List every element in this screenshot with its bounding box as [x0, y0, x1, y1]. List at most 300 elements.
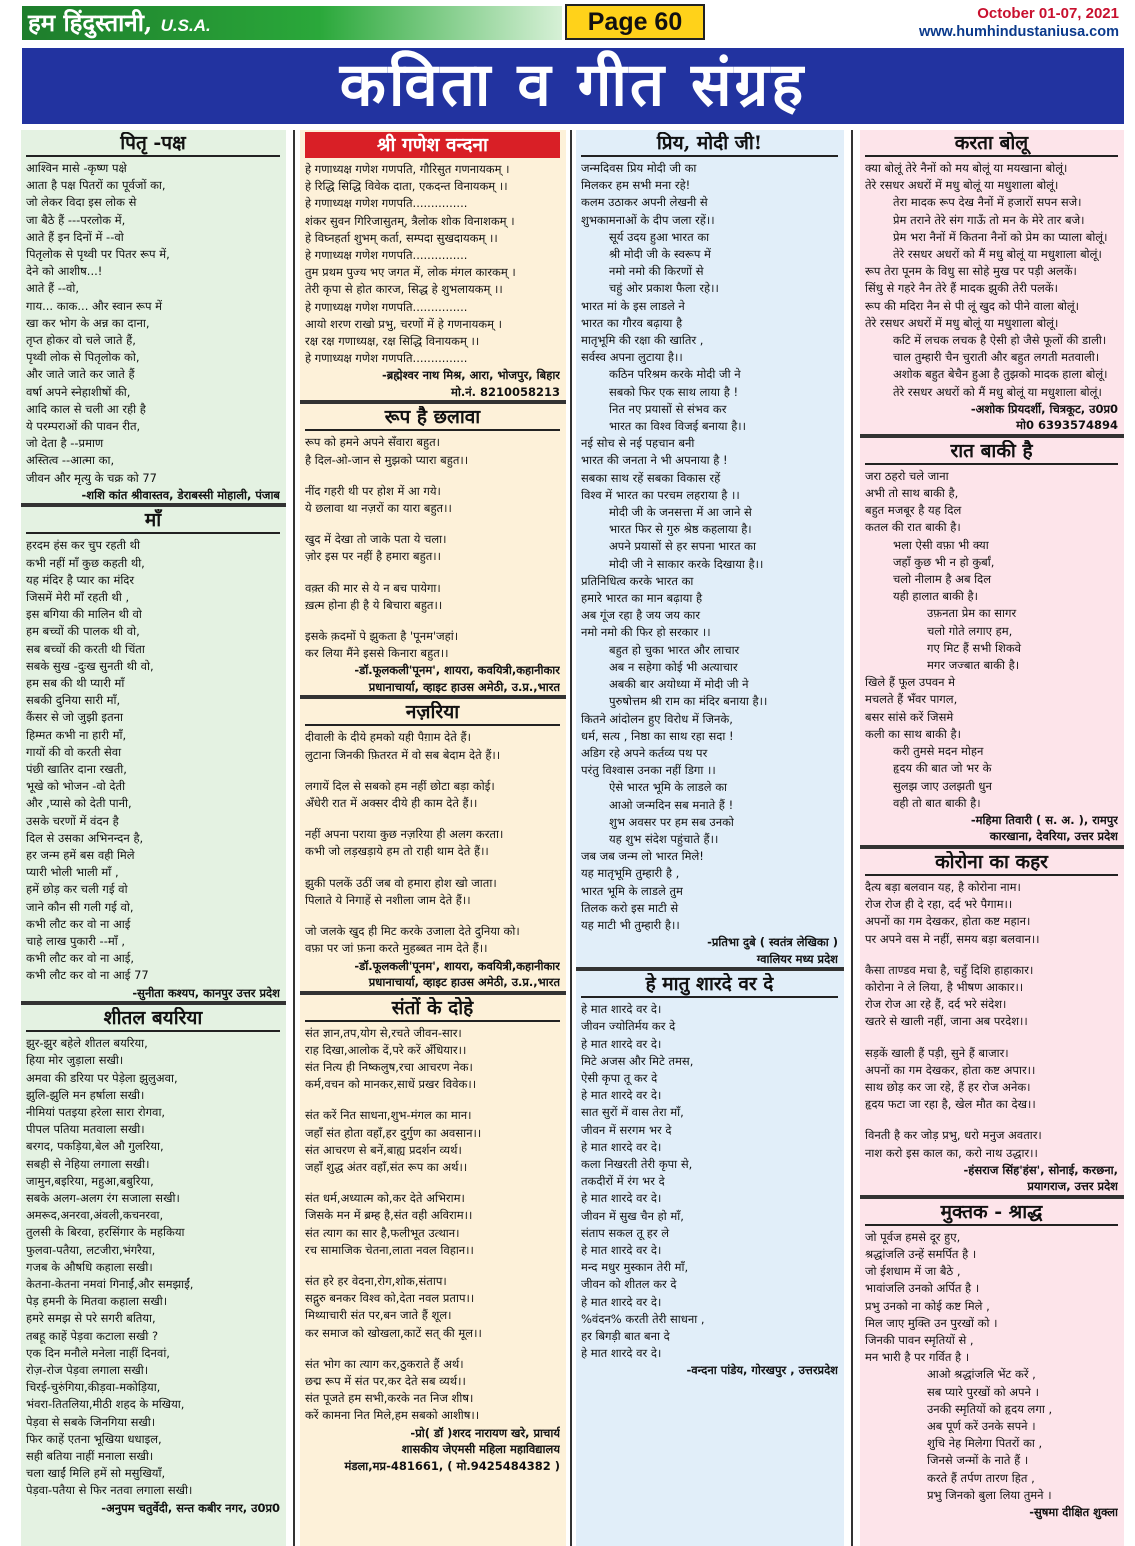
poem-line: हे मात शारदे वर दे। [581, 1139, 662, 1154]
poem-line: जहाँ संत होता वहाँ,हर दुर्गुण का अवसान।। [305, 1125, 482, 1140]
poem-line: भारत की जनता ने भी अपनाया है ! [581, 453, 728, 468]
poem-line: नमो नमो की किरणों से [609, 264, 704, 279]
poem-line: नींद गहरी थी पर होश में आ गये। [305, 483, 441, 498]
poem-line: ऐसी कृपा तू कर दे [581, 1070, 658, 1085]
poem-line: शुभकामनाओं के दीप जला रहें।। [581, 212, 715, 227]
poem-line: अपनों का गम देखकर, होता कष्ट महान। [865, 914, 1031, 929]
poem-line: अभी तो साथ बाकी है, [865, 486, 959, 501]
column-3 [576, 130, 844, 1546]
poem-line: अमवा की डरिया पर पेड़ेला झुलुअवा, [26, 1070, 178, 1085]
poem-line: संत आचरण से बनें,बाह्य प्रदर्शन व्यर्थ। [305, 1142, 462, 1157]
poem-line: कर समाज को खोखला,काटें सत् की मूल।। [305, 1325, 482, 1340]
stanza-break [305, 1176, 560, 1190]
stanza-break [305, 614, 560, 628]
poem-line: हमारे भारत का मान बढ़ाया है [581, 591, 703, 606]
poem-line: ये छलावा था नज़रों का यारा बहुत।। [305, 501, 452, 516]
stanza-break [865, 1031, 1118, 1045]
stanza-break [305, 1093, 560, 1107]
poem-line: खिले हैं फूल उपवन मे [865, 675, 956, 690]
poem-line: पिलाते ये निगाहें से नशीला जाम देते हैं।। [305, 892, 471, 907]
poem-line: कभी लौट कर वो ना आई [26, 916, 131, 931]
poem-line: ख़त्म होना ही है ये बिचारा बहुत।। [305, 597, 443, 612]
poem-line: जाने कौन सी गली गई वो, [26, 899, 134, 914]
poem-line: नहीं अपना पराया कुछ नज़रिया ही अलग करता। [305, 827, 504, 842]
poem-line: भूखे को भोजन -वो देती [26, 779, 126, 794]
poem-line: नाश करो इस काल का, करो नाथ उद्धार।। [865, 1145, 1038, 1160]
poem-line: संत त्याग का सार है,फलीभूत उत्थान। [305, 1225, 460, 1240]
poem-line: हे मात शारदे वर दे। [581, 1191, 662, 1206]
poem-line: तेरे रसधर अधरों को मैं मधु बोलूं या मधुशाला बोलूं। [893, 384, 1102, 399]
poem-line: यही हालात बाकी है। [893, 589, 978, 604]
poem-line: धर्म, सत्य , निष्ठा का साथ रहा सदा ! [581, 728, 734, 743]
poem-title: रात बाकी है [865, 440, 1118, 465]
poem-line: तेरी कृपा से होत कारज, सिद्ध हे शुभलायकम् ।। [305, 282, 503, 297]
stanza-break [865, 1113, 1118, 1127]
stanza-break [305, 764, 560, 778]
poem-line: मगर जज्बात बाकी है। [927, 658, 1020, 673]
brand-country: U.S.A. [160, 16, 211, 35]
poem-line: जहाँ कुछ भी न हो कुर्बां, [893, 554, 995, 569]
poem-line: दिल से उसका अभिनन्दन है, [26, 830, 144, 845]
poem-line: साथ छोड़ कर जा रहे, हैं हर रोज अनेक। [865, 1079, 1031, 1094]
poem-line: करें कामना नित मिले,हम सबको आशीष।। [305, 1408, 480, 1423]
poem-line: गायों की वो करती सेवा [26, 744, 122, 759]
poem-title: श्री गणेश वन्दना [305, 132, 560, 158]
poem-line: राह दिखा,आलोक दें,परे करें अँधियार।। [305, 1042, 467, 1057]
poem-line: वक़्त की मार से ये न बच पायेगा। [305, 580, 441, 595]
poem-line: वर्षा अपने स्नेहाशीषों की, [26, 384, 131, 399]
poem-line: कभी जो लड़खड़ाये हम तो राही थाम देते हैं।। [305, 844, 489, 859]
poem-line: संत नित्य ही निष्कलुष,रचा आचरण नेक। [305, 1059, 473, 1074]
poem-line: ज़ोर इस पर नहीं है हमारा बहुत।। [305, 549, 441, 564]
poem-line: है दिल-ओ-जान से मुझको प्यारा बहुत।। [305, 452, 469, 467]
poem-line: भारत का विश्व विजई बनाया है।। [609, 419, 747, 434]
poem-title: नज़रिया [305, 701, 560, 726]
stanza-break [305, 861, 560, 875]
poem-author: -सुनीता कश्यप, कानपुर उत्तर प्रदेश [132, 985, 280, 1000]
poem-line: प्रेम भरा नैनों में कितना नैनों को प्रेम का प्याला बोलूं। [893, 229, 1108, 244]
poem-line: श्रद्धांजलि उन्हें समर्पित है । [865, 1246, 977, 1261]
poem-line: मचलते हैं भँवर पागल, [865, 692, 958, 707]
poem-line: चलो नीलाम है अब दिल [893, 572, 992, 587]
poem-line: फिर काहें एतना भूखिया धधाइल, [26, 1431, 162, 1446]
poem-line: हे मात शारदे वर दे। [581, 1002, 662, 1017]
stanza-break [865, 948, 1118, 962]
poem-line: जन्मदिवस प्रिय मोदी जी का [581, 161, 697, 175]
poem-line: भारत मां के इस लाडले ने [581, 298, 685, 313]
poem-line: तिलक करो इस माटी से [581, 900, 679, 915]
stanza-break [305, 469, 560, 483]
poem-author: -महिमा तिवारी ( स. अ. ), रामपुर [970, 812, 1118, 827]
section-rule [300, 695, 566, 699]
poem-line: आता है पक्ष पितरों का पूर्वजों का, [26, 178, 166, 193]
poem-line: सर्वस्व अपना लुटाया है।। [581, 350, 683, 365]
poem-line: संत धर्म,अध्यात्म को,कर देते अभिराम। [305, 1191, 465, 1206]
poem-line: तुम प्रथम पुज्य भए जगत में, लोक मंगल कारकम् । [305, 265, 516, 280]
poem-line: सबके सुख -दुःख सुनती थी वो, [26, 658, 154, 673]
poem-line: हे रिद्धि सिद्धि विवेक दाता, एकदन्त विनायकम् ।। [305, 179, 508, 194]
poem-line: सही बतिया नाहीं मनाला सखी। [26, 1449, 154, 1464]
section-rule [860, 845, 1124, 849]
poem-line: सब बच्चों की करती थी चिंता [26, 641, 145, 656]
poem-line: तेरे रसधर अधरों में मधु बोलूं या मधुशाला बोलूं। [865, 315, 1059, 330]
poem-line: जब जब जन्म लो भारत मिले! [581, 849, 704, 864]
poem-line: भंवरा-तितलिया,मीठी शहद के मखिया, [26, 1397, 185, 1412]
poem-author: -हंसराज सिंह'हंस', सोनाई, करछना, [963, 1162, 1118, 1177]
poem-line: खुद में देखा तो जाके पता ये चला। [305, 532, 447, 547]
poem-line: सुलझ जाए उलझती धुन [893, 778, 992, 793]
poem-line: पेड़वा से सबके जिनगिया सखी। [26, 1414, 156, 1429]
poem-line: विनती है कर जोड़ प्रभु, धरो मनुज अवतार। [865, 1128, 1042, 1143]
masthead [0, 0, 1135, 42]
website-url: www.humhindustaniusa.com [918, 24, 1119, 40]
poem-line: सबका साथ रहें सबका विकास रहें [581, 470, 721, 485]
poem-line: बरगद, पकड़िया,बेल औ गुलरिया, [26, 1139, 164, 1154]
poem-line: मिथ्याचारी संत पर,बन जाते हैं शूल। [305, 1308, 452, 1323]
poem-line: कोरोना ने ले लिया, है भीषण आकार।। [865, 979, 1024, 994]
poem-author: शासकीय जेएमसी महिला महाविद्यालय [401, 1442, 560, 1457]
poem-line: संत पूजते हम सभी,करके नत निज शीष। [305, 1391, 474, 1406]
poem-line: कैसा ताण्डव मचा है, चहुँ दिशि हाहाकार। [865, 962, 1034, 977]
poem-line: कटि में लचक लचक है ऐसी हो जैसे फूलों की डाली। [893, 333, 1107, 348]
poem-line: संत ज्ञान,तप,योग से,रचते जीवन-सार। [305, 1025, 462, 1040]
brand-name: हम हिंदुस्तानी, [28, 8, 153, 37]
poem-line: चहुं ओर प्रकाश फैला रहे।। [609, 281, 719, 296]
poem-title: मुक्तक - श्राद्ध [865, 1201, 1118, 1226]
poem-line: जामुन,बइरिया, महुआ,बबुरिया, [26, 1173, 154, 1188]
poem-line: रूप तेरा पूनम के विधु सा सोहे मुख पर पड़ी अलकें। [865, 264, 1077, 279]
poem-title: रूप है छलावा [305, 406, 560, 431]
poem-line: सबको फिर एक साथ लाया है ! [609, 384, 739, 399]
poem-line: सबही से नेहिया लगाला सखी। [26, 1156, 150, 1171]
poem-line: इस बगिया की मालिन थी वो [26, 607, 142, 622]
poem-line: हम सब की थी प्यारी माँ [26, 675, 125, 690]
poem-line: करते हैं तर्पण तारण हित , [927, 1470, 1035, 1485]
poem-line: नमो नमो की फिर हो सरकार ।। [581, 625, 711, 640]
section-rule [21, 503, 286, 507]
column-divider [570, 130, 572, 1546]
poem-line: यह मातृभूमि तुम्हारी है , [581, 866, 680, 881]
poem-line: पर अपने वस मे नहीं, समय बड़ा बलवान।। [865, 931, 1040, 946]
poem-line: कर्म,वचन को मानकर,साधें प्रखर विवेक।। [305, 1077, 477, 1092]
poem-line: कतल की रात बाकी है। [865, 520, 961, 535]
poem-author: मो.नं. 8210058213 [451, 384, 560, 399]
page-number: Page 60 [565, 4, 705, 40]
poem-line: कठिन परिश्रम करके मोदी जी ने [609, 367, 741, 382]
poem-line: मिलकर हम सभी मना रहे! [581, 178, 691, 193]
poem-line: तबहू काहें पेड़वा कटाला सखी ? [26, 1328, 159, 1343]
poem-line: तेरे रसधर अधरों को मैं मधु बोलूं या मधुशाला बोलूं। [893, 247, 1102, 262]
poem-line: तुलसी के बिरवा, हरसिंगार के महकिया [26, 1225, 185, 1240]
poem-line: हे मात शारदे वर दे। [581, 1346, 662, 1361]
poem-line: जो देता है --प्रमाण [26, 436, 104, 451]
poem-line: कला निखरती तेरी कृपा से, [581, 1156, 693, 1171]
poem-line: जरा ठहरो चले जाना [865, 468, 949, 483]
poem-line: रूप को हमने अपने सँवारा बहुत। [305, 435, 441, 450]
poem-line: जिनसे जन्मों के नाते हैं । [927, 1453, 1029, 1468]
poem-line: कभी लौट कर वो ना आई 77 [26, 968, 149, 983]
poem-author: -ब्रह्मेश्वर नाथ मिश्र, आरा, भोजपुर, बिहार [382, 368, 560, 383]
poem-line: तकदीरों में रंग भर दे [581, 1174, 665, 1189]
poem-line: संत करें नित साधना,शुभ-मंगल का मान। [305, 1108, 472, 1123]
poem-line: चाल तुम्हारी चैन चुराती और बहुत लगती मतवाली। [893, 350, 1100, 365]
poem-line: क्या बोलूं तेरे नैनों को मय बोलूं या मयखाना बोलूं। [865, 161, 1068, 175]
poem-line: मिटे अजस और मिटे तमस, [581, 1053, 694, 1068]
poem-line: गए मिट हैं सभी शिकवे [927, 640, 1022, 655]
poem-line: भला ऐसी वफ़ा भी क्या [893, 537, 989, 552]
poem-line: जीवन को शीतल कर दे [581, 1277, 677, 1292]
column-divider [851, 130, 853, 1546]
poem-line: कर लिया मैंने इससे किनारा बहुत।। [305, 646, 449, 661]
poem-line: जीवन ज्योतिर्मय कर दे [581, 1019, 676, 1034]
section-rule [860, 1195, 1124, 1199]
section-rule [300, 400, 566, 404]
poem-line: हृदय फटा जा रहा है, खेल मौत का देख।। [865, 1097, 1036, 1112]
poem-line: हे मात शारदे वर दे। [581, 1242, 662, 1257]
poem-line: पेड़ हमनी के मितवा कहाला सखी। [26, 1294, 168, 1309]
poem-line: एक दिन मनौले मनेला नाहीं दिनवां, [26, 1345, 170, 1360]
poem-line: अमरूद,अनरवा,अंवली,कचनरवा, [26, 1208, 164, 1223]
poem-line: चाहे लाख पुकारी --माँ , [26, 934, 126, 949]
poem-line: वही तो बात बाकी है। [893, 795, 981, 810]
stanza-break [305, 566, 560, 580]
poem-line: हे मात शारदे वर दे। [581, 1294, 662, 1309]
poem-line: हमें छोड़ कर चली गई वो [26, 882, 128, 897]
poem-line: कलम उठाकर अपनी लेखनी से [581, 195, 708, 210]
poem-author: -प्रतिभा दुबे ( स्वतंत्र लेखिका ) [707, 935, 838, 950]
poem-line: झुलि-झुलि मन हर्षाला सखी। [26, 1087, 145, 1102]
poem-line: जो जलके खुद ही मिट करके उजाला देते दुनिया को। [305, 924, 520, 939]
poem-author: -प्रो( डॉ )शरद नारायण खरे, प्राचार्य [410, 1425, 560, 1440]
stanza-break [305, 812, 560, 826]
poem-line: हिम्मत कभी ना हारी माँ, [26, 727, 127, 742]
poem-line: प्रतिनिधित्व करके भारत का [581, 573, 694, 588]
poem-title: संतों के दोहे [305, 997, 560, 1022]
poem-line: जो लेकर विदा इस लोक से [26, 195, 137, 210]
poem-line: प्रेम तराने तेरे संग गाऊँ तो मन के मेरे तार बजे। [893, 212, 1085, 227]
poem-author: -अशोक प्रियदर्शी, चित्रकूट, उ0प्र0 [970, 401, 1118, 416]
poem-line: यह माटी भी तुम्हारी है।। [581, 917, 680, 932]
poem-line: ऐसे भारत भूमि के लाडले का [609, 780, 728, 795]
poem-line: सब प्यारे पुरखों को अपने । [927, 1384, 1039, 1399]
poem-line: हे मात शारदे वर दे। [581, 1088, 662, 1103]
poem-line: पेड़वा-पतैया से फिर नतवा लगाला सखी। [26, 1483, 193, 1498]
poem-line: श्री मोदी जी के स्वरूप में [609, 247, 711, 262]
poem-line: फुलवा-पतैया, लटजीरा,भंगरैया, [26, 1242, 156, 1257]
issue-info [919, 5, 1119, 41]
poem-title: माँ [26, 509, 280, 534]
poem-line: जहाँ शुद्ध अंतर वहाँ,संत रूप का अर्थ।। [305, 1159, 468, 1174]
poem-author: -वन्दना पांडेय, गोरखपुर , उत्तरप्रदेश [686, 1363, 838, 1378]
poem-line: चला खाईं मिलि हमें सो मसुखियाँ, [26, 1466, 166, 1481]
poem-line: कितने आंदोलन हुए विरोध में जिनके, [581, 711, 733, 726]
poem-line: सूर्य उदय हुआ भारत का [609, 229, 710, 244]
poem-line: रोज रोज ही दे रहा, दर्द भरे पैगाम।। [865, 897, 1013, 912]
poem-line: मातृभूमि की रक्षा की खातिर , [581, 333, 704, 348]
poem-line: कैंसर से जो जुझी इतना [26, 710, 123, 725]
poem-line: मोदी जी ने साकार करके दिखाया है।। [609, 556, 764, 571]
poem-line: अब न सहेगा कोई भी अत्याचार [609, 659, 738, 674]
poem-line: अशोक बहुत बेचैन हुआ है तुझको मादक हाला बोलूं। [893, 367, 1108, 382]
poem-line: हे गणाध्यक्ष गणेश गणपति, गौरिसुत गणनायकम् । [305, 162, 510, 176]
poem-line: हमरे समझ से परे सगरी बतिया, [26, 1311, 156, 1326]
section-rule [860, 434, 1124, 438]
poem-line: हर बिगड़ी बात बना दे [581, 1329, 670, 1343]
poem-line: पीपल पतिया मतवाला सखी। [26, 1122, 145, 1137]
poem-line: संत हरे हर वेदना,रोग,शोक,संताप। [305, 1273, 447, 1288]
poem-line: भारत भूमि के लाडले तुम [581, 883, 683, 898]
poem-line: कभी नहीं माँ कुछ कहती थी, [26, 555, 145, 570]
poem-line: मन भारी है पर गर्वित है । [865, 1350, 970, 1365]
poem-author: मो0 6393574894 [1016, 418, 1118, 433]
poem-line: तेरा मादक रूप देख नैनों में हजारों सपन सजे। [893, 195, 1082, 210]
poem-author: -सुषमा दीक्षित शुक्ला [1029, 1505, 1118, 1519]
poem-line: और जाते जाते कर जाते हैं [26, 367, 135, 382]
poem-line: पितृलोक से पृथ्वी पर पितर रूप में, [26, 247, 170, 262]
poem-author: -शशि कांत श्रीवास्तव, डेराबस्सी मोहाली, पंजाब [81, 487, 280, 502]
poem-line: कभी लौट कर वो ना आई, [26, 951, 135, 966]
poem-line: शुचि नेह मिलेगा पितरों का , [927, 1436, 1043, 1451]
poem-line: पंछी खातिर दाना रखती, [26, 762, 127, 776]
poem-line: इसके क़दमों पे झुकता है 'पूनम'जहां। [305, 629, 459, 644]
poem-line: अपनों का गम देखकर, होता कष्ट अपार।। [865, 1062, 1036, 1077]
poem-author: ग्वालियर मध्य प्रदेश [756, 951, 838, 966]
poem-line: अबकी बार अयोध्या में मोदी जी ने [609, 677, 749, 692]
poem-line: रच सामाजिक चेतना,लाता नवल विहान।। [305, 1242, 474, 1257]
poem-line: आओ श्रद्धांजलि भेंट करें , [927, 1367, 1036, 1382]
poem-line: शुभ अवसर पर हम सब उनको [609, 814, 734, 829]
poem-line: हे गणाध्यक्ष गणेश गणपति............... [305, 196, 468, 211]
poem-line: करी तुमसे मदन मोहन [893, 744, 984, 759]
poem-line: हे विघ्नहर्ता शुभम् कर्ता, सम्पदा सुखदायकम् ।। [305, 230, 498, 245]
poem-line: अडिग रहे अपने कर्तव्य पथ पर [581, 745, 708, 760]
poem-line: तेरे रसधर अधरों में मधु बोलूं या मधुशाला बोलूं। [865, 178, 1059, 193]
poem-line: दीवाली के दीये हमको यही पैग़ाम देते हैं। [305, 730, 471, 745]
poem-line: संत भोग का त्याग कर,ठुकराते हैं अर्थ। [305, 1356, 464, 1371]
poem-line: यह शुभ संदेश पहुंचाते हैं।। [609, 831, 719, 846]
poem-line: मोदी जी के जनसत्ता में आ जाने से [609, 505, 752, 520]
poem-line: देने को आशीष...! [26, 264, 103, 279]
poem-line: रूप की मदिरा नैन से पी लूं खुद को पीने वाला बोलूं। [865, 298, 1080, 313]
section-rule [21, 1001, 286, 1005]
poem-line: मिल जाए मुक्ति उन पुरखों को । [865, 1315, 998, 1330]
poem-line: जो पूर्वज हमसे दूर हुए, [865, 1229, 961, 1244]
poem-line: जीवन में सरगम भर दे [581, 1122, 672, 1137]
poem-line: अब पूर्ण करें उनके सपने । [927, 1418, 1036, 1433]
poem-line: उसके चरणों में वंदन है [26, 813, 119, 828]
poem-line: विश्व में भारत का परचम लहराया है ।। [581, 487, 740, 502]
poem-line: आयो शरण राखो प्रभु, चरणों में हे गणनायकम् । [305, 316, 503, 331]
stanza-break [305, 1342, 560, 1356]
poem-line: जीवन और मृत्यु के चक्र को 77 [26, 470, 157, 485]
poem-author: प्रधानाचार्या, व्हाइट हाउस अमेठी, उ.प्र.,भारत [368, 975, 560, 989]
poem-line: झुकी पलकें उठीं जब वो हमारा होश खो जाता। [305, 875, 497, 890]
poem-line: भारत का गौरव बढ़ाया है [581, 315, 683, 330]
poem-title: करता बोलू [865, 132, 1118, 157]
section-rule [300, 991, 566, 995]
stanza-break [305, 1259, 560, 1273]
poem-line: हृदय की बात जो भर के [893, 761, 992, 776]
poem-line: प्यारी भोली भाली माँ , [26, 865, 119, 880]
poem-author: कारखाना, देवरिया, उत्तर प्रदेश [989, 829, 1118, 844]
column-1 [21, 130, 286, 1546]
poem-line: कली का साथ बाकी है। [865, 726, 961, 741]
poem-line: अँधेरी रात में अक्सर दीये ही काम देते हैं।। [305, 796, 478, 811]
poem-line: खतरे से खाली नहीं, जाना अब परदेश।। [865, 1014, 1028, 1029]
poem-author: मंडला,मप्र-481661, ( मो.9425484382 ) [344, 1458, 560, 1473]
column-4 [860, 130, 1124, 1546]
poem-line: जिसके मन में ब्रम्ह है,संत वही अविराम।। [305, 1208, 473, 1223]
poem-line: अपने प्रयासों से हर सपना भारत का [609, 539, 756, 554]
poem-line: शंकर सुवन गिरिजासुतम्, त्रैलोक शोक विनाशकम् । [305, 213, 515, 228]
poem-line: यह मंदिर है प्यार का मंदिर [26, 572, 135, 587]
section-banner: कविता व गीत संग्रह [22, 48, 1124, 124]
poem-line: जीवन में सुख चैन हो माँ, [581, 1208, 684, 1223]
poem-author: -डॉ.फूलकली'पूनम', शायरा, कवयित्री,कहानीकार [354, 958, 560, 973]
poem-line: दैत्य बड़ा बलवान यह, है कोरोना नाम। [865, 879, 1021, 894]
poem-line: लुटाना जिनकी फ़ितरत में वो सब बेदाम देते हैं।। [305, 747, 501, 762]
poem-line: हिया मोर जुड़ाला सखी। [26, 1053, 124, 1068]
poem-line: बहुत मजबूर है यह दिल [865, 503, 962, 518]
poem-line: रक्ष रक्ष गणाध्यक्ष, रक्ष सिद्धि विनायकम् ।। [305, 334, 480, 349]
poem-line: सिंधु से गहरे नैन तेरे हैं मादक झुकी तेरी पलकें। [865, 281, 1058, 296]
poem-line: आओ जन्मदिन सब मनाते हैं ! [609, 797, 734, 812]
poem-line: नई सोच से नई पहचान बनी [581, 436, 695, 451]
poem-title: कोरोना का कहर [865, 851, 1118, 876]
poem-line: नित नए प्रयासों से संभव कर [609, 401, 727, 416]
poem-line: उफ़नता प्रेम का सागर [927, 606, 1017, 621]
poem-line: संताप सकल तू हर ले [581, 1225, 670, 1240]
poem-line: अस्तित्व --आत्मा का, [26, 453, 115, 468]
poem-line: भावांजलि उनको अर्पित है । [865, 1281, 980, 1296]
poem-line: सात सुरों में वास तेरा माँ, [581, 1105, 684, 1120]
poem-line: सबकी दुनिया सारी माँ, [26, 693, 121, 708]
poem-line: सद्गुरु बनकर विश्व को,देता नवल प्रताप।। [305, 1291, 475, 1306]
poem-line: बहुत हो चुका भारत और लाचार [609, 642, 740, 657]
poem-line: हे गणाध्यक्ष गणेश गणपति............... [305, 299, 468, 314]
poem-line: हरदम हंस कर चुप रहती थी [26, 538, 140, 553]
poem-line: उनकी स्मृतियों को हृदय लगा , [927, 1401, 1053, 1416]
poem-line: जिसमें मेरी माँ रहती थी , [26, 589, 130, 604]
poem-line: आते हैं इन दिनों में --वो [26, 229, 124, 244]
poem-line: ये परम्पराओं की पावन रीत, [26, 419, 141, 434]
poem-line: परंतु विश्वास उनका नहीं डिगा ।। [581, 763, 716, 778]
poem-line: आदि काल से चली आ रही है [26, 401, 146, 416]
poem-line: भारत फिर से गुरु श्रेष्ठ कहलाया है। [609, 522, 752, 537]
poem-title: प्रिय, मोदी जी! [581, 132, 838, 157]
poem-line: छद्म रूप में संत पर,कर देते सब व्यर्थ।। [305, 1373, 466, 1388]
poem-line: मन्द मधुर मुस्कान तेरी माँ, [581, 1260, 689, 1275]
poem-line: गजब के औषधि कहाला सखी। [26, 1259, 153, 1274]
poem-line: हे मात शारदे वर दे। [581, 1036, 662, 1051]
poem-line: तृप्त होकर वो चले जाते हैं, [26, 333, 136, 348]
poem-line: अब गूंज रहा है जय जय कार [581, 608, 701, 623]
poem-line: हे गणाध्यक्ष गणेश गणपति............... [305, 248, 468, 263]
poem-line: हर जन्म हमें बस वही मिले [26, 848, 135, 863]
poem-line: सड़कें खाली हैं पड़ी, सुने हैं बाजार। [865, 1045, 1009, 1060]
poem-line: और ,प्यासे को देती पानी, [26, 796, 132, 811]
poem-line: %वंदन% करती तेरी साधना , [581, 1311, 705, 1326]
poem-line: चिरई-चुरुंगिया,कीड़वा-मकोड़िया, [26, 1380, 161, 1395]
poem-line: सबके अलग-अलग रंग सजाला सखी। [26, 1190, 180, 1205]
issue-date: October 01-07, 2021 [977, 5, 1119, 22]
poem-author: -डॉ.फूलकली'पूनम', शायरा, कवयित्री,कहानीकार [354, 663, 560, 678]
poem-author: -अनुपम चतुर्वेदी, सन्त कबीर नगर, उ0प्र0 [101, 1500, 280, 1515]
poem-author: प्रधानाचार्या, व्हाइट हाउस अमेठी, उ.प्र.,भारत [368, 679, 560, 694]
poem-line: रोज़-रोज पेड़वा लगाला सखी। [26, 1363, 149, 1377]
poem-line: आते हैं --वो, [26, 281, 80, 296]
poem-line: झुर-झुर बहेले शीतल बयरिया, [26, 1036, 148, 1051]
